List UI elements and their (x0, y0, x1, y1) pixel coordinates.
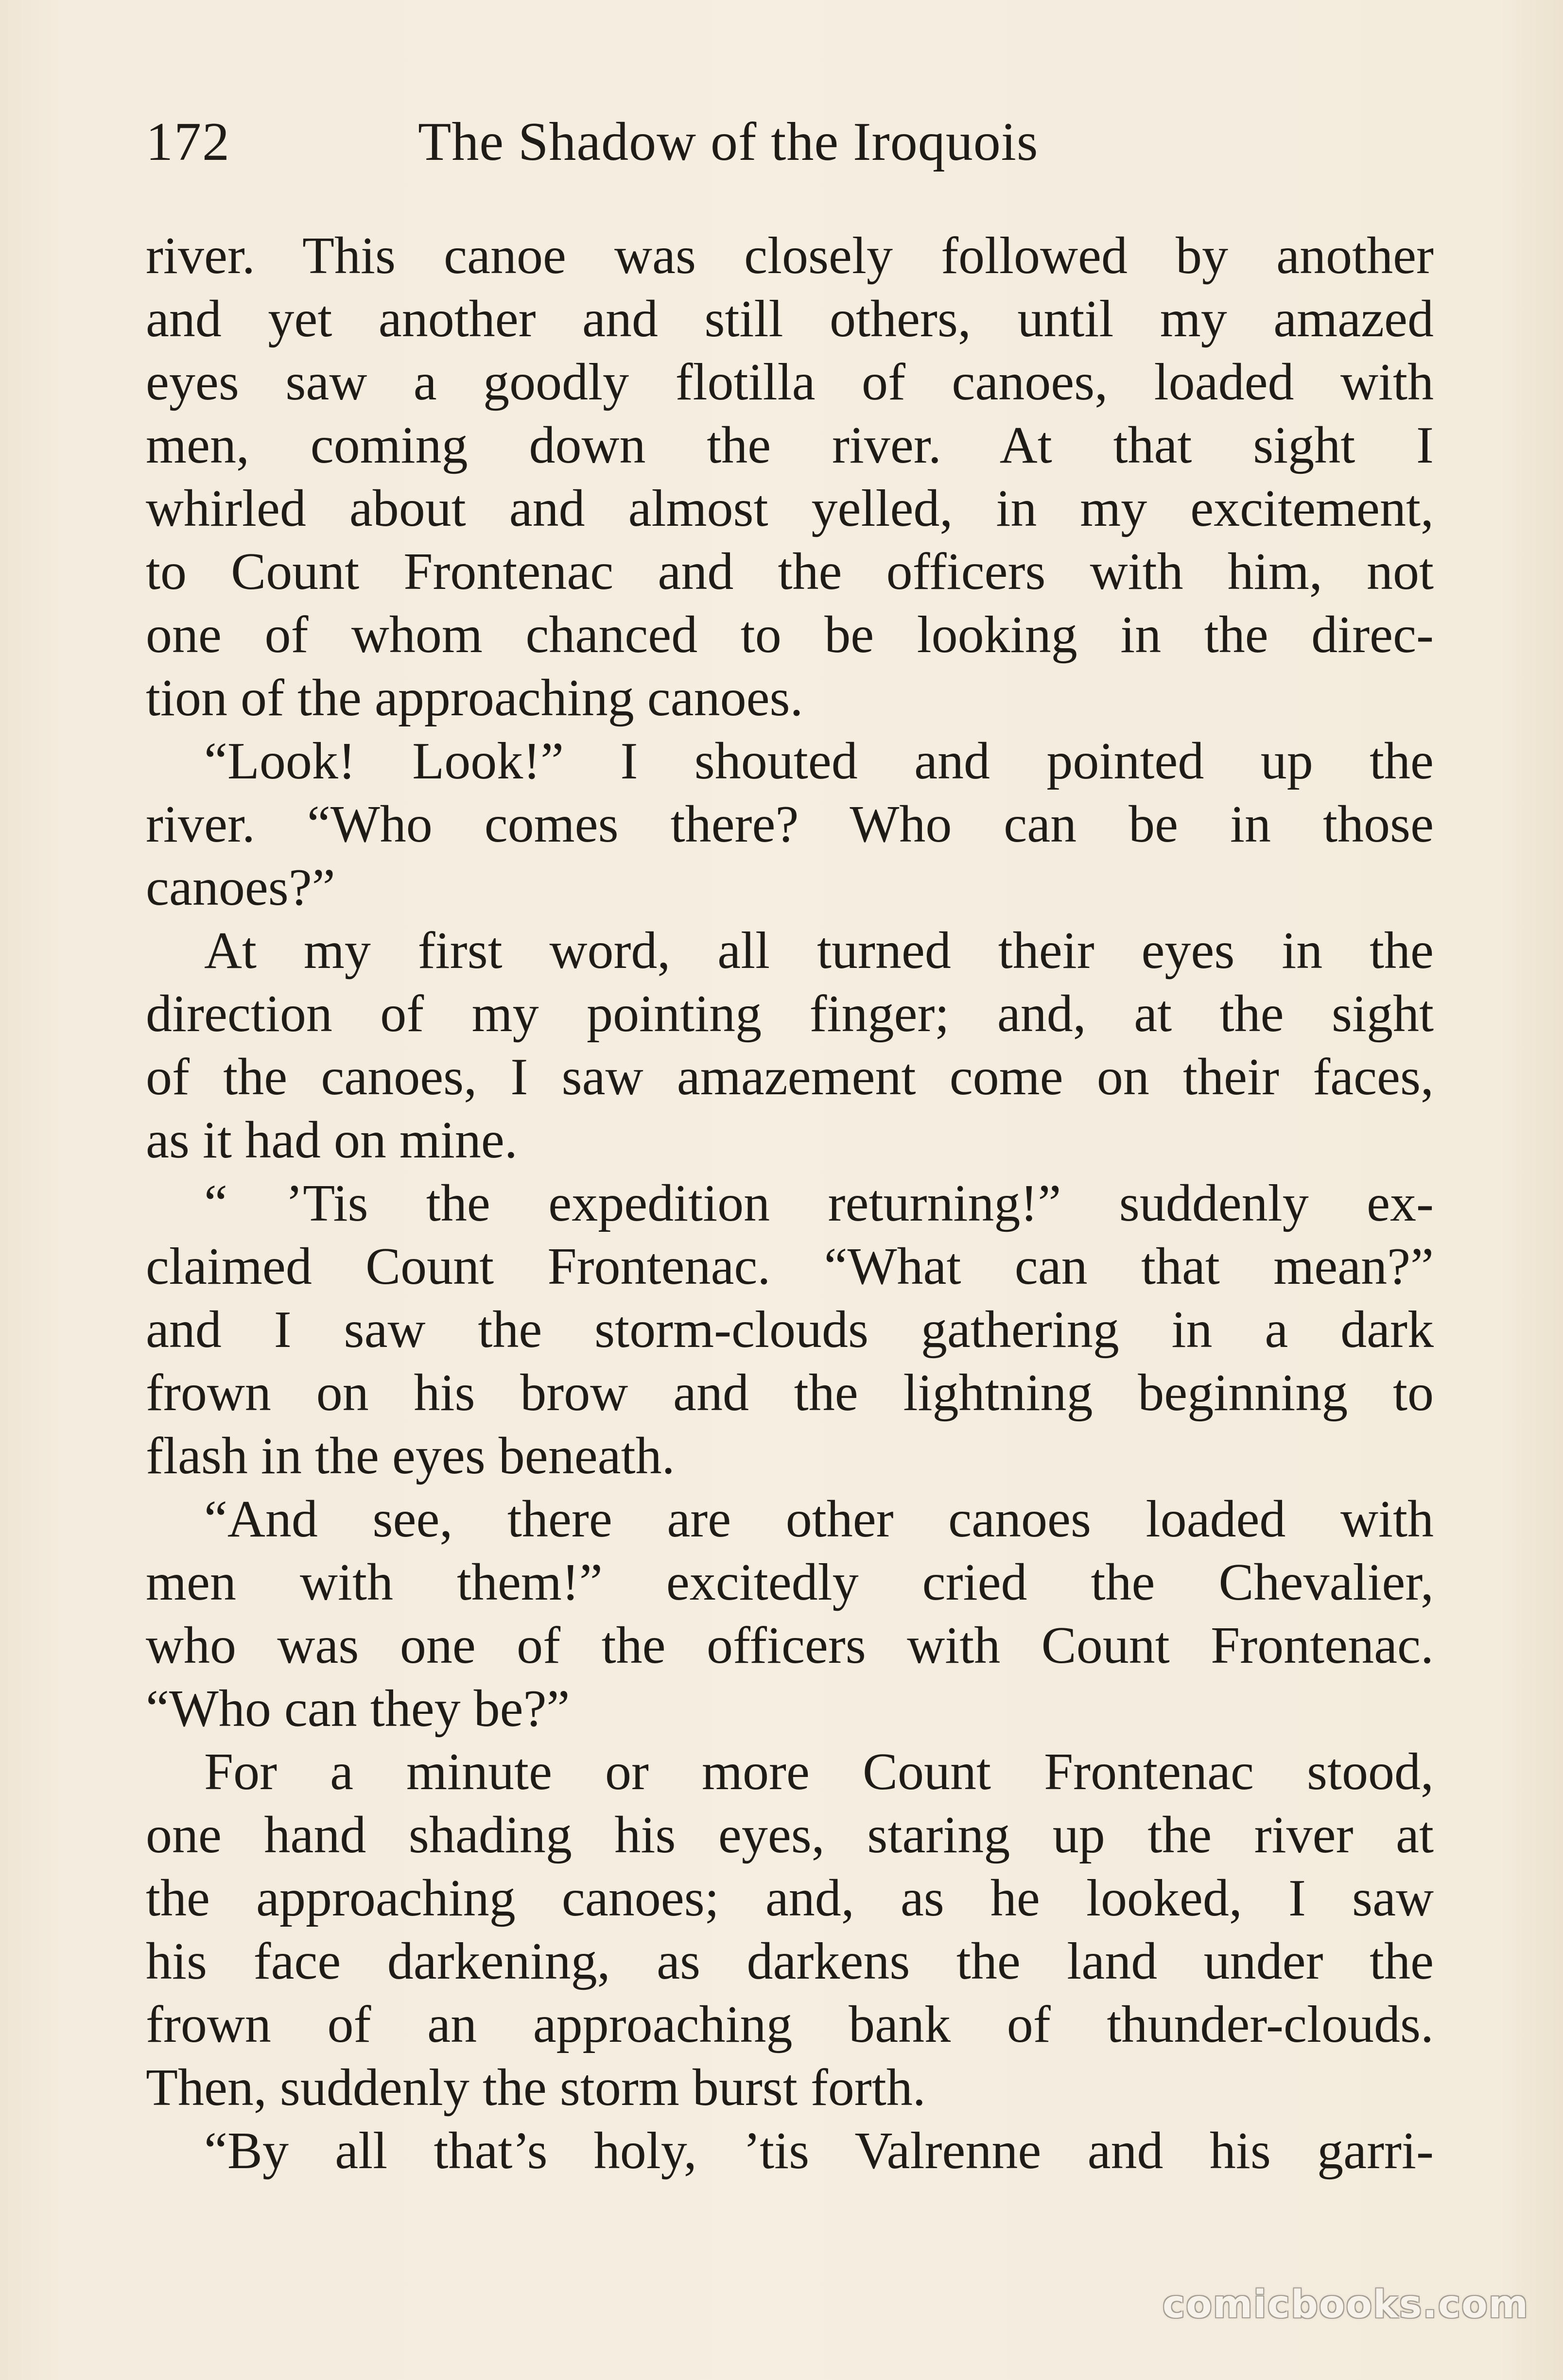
text-line: flash in the eyes beneath. (146, 1427, 675, 1485)
text-line: as it had on mine. (146, 1111, 518, 1169)
text-line: canoes?” (146, 859, 335, 916)
text-line: eyes saw a goodly flotilla of canoes, loaded with (146, 353, 1434, 411)
text-line: tion of the approaching canoes. (146, 669, 803, 727)
text-line: to Count Frontenac and the officers with him, not (146, 543, 1434, 601)
text-line: men, coming down the river. At that sight I (146, 416, 1434, 474)
watermark: comicbooks.com (1162, 2283, 1529, 2327)
text-line: his face darkening, as darkens the land under the (146, 1932, 1434, 1990)
text-line: river. “Who comes there? Who can be in those (146, 795, 1434, 853)
running-header (146, 108, 1434, 176)
page-number: 172 (146, 112, 230, 172)
text-line: frown of an approaching bank of thunder-clouds. (146, 1996, 1434, 2053)
text-line: the approaching canoes; and, as he looked, I saw (146, 1869, 1434, 1927)
text-line: “And see, there are other canoes loaded with (204, 1490, 1434, 1548)
text-line: For a minute or more Count Frontenac stood, (204, 1743, 1434, 1801)
text-line: whirled about and almost yelled, in my excitement, (146, 480, 1434, 537)
text-line: and I saw the storm-clouds gathering in a dark (146, 1301, 1434, 1359)
text-line: “ ’Tis the expedition returning!” suddenly ex- (204, 1174, 1434, 1232)
text-line: who was one of the officers with Count Frontenac. (146, 1617, 1434, 1674)
text-line: “By all that’s holy, ’tis Valrenne and his garri- (204, 2122, 1434, 2180)
text-line: At my first word, all turned their eyes in the (204, 922, 1434, 980)
text-line: men with them!” excitedly cried the Chevalier, (146, 1553, 1434, 1611)
body-text (146, 224, 1434, 2183)
text-line: one hand shading his eyes, staring up the river at (146, 1806, 1434, 1864)
text-line: one of whom chanced to be looking in the direc- (146, 606, 1434, 664)
text-line: “Who can they be?” (146, 1680, 570, 1738)
text-line: Then, suddenly the storm burst forth. (146, 2059, 926, 2117)
text-line: “Look! Look!” I shouted and pointed up the (204, 732, 1434, 790)
text-line: river. This canoe was closely followed by another (146, 227, 1434, 285)
text-line: claimed Count Frontenac. “What can that mean?” (146, 1238, 1434, 1295)
text-line: of the canoes, I saw amazement come on their faces, (146, 1048, 1434, 1106)
running-title: The Shadow of the Iroquois (418, 112, 1039, 172)
text-line: direction of my pointing finger; and, at the sight (146, 985, 1434, 1043)
text-line: and yet another and still others, until my amazed (146, 290, 1434, 348)
text-line: frown on his brow and the lightning beginning to (146, 1364, 1434, 1422)
